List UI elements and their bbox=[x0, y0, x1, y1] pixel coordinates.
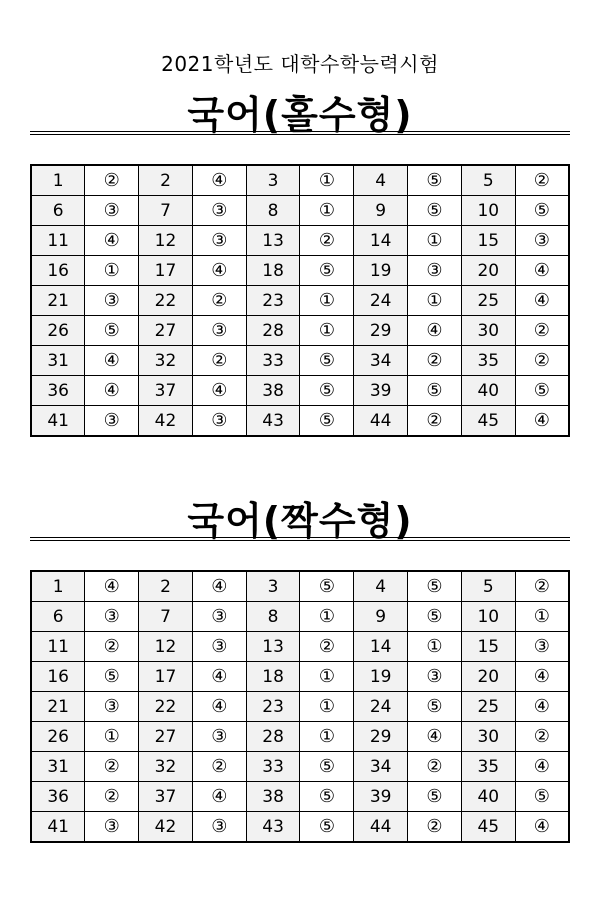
question-number: 22 bbox=[139, 286, 193, 316]
table-row bbox=[31, 196, 569, 226]
question-number: 25 bbox=[461, 286, 515, 316]
answer-mark: ⑤ bbox=[408, 571, 462, 602]
question-number: 15 bbox=[461, 226, 515, 256]
question-number: 31 bbox=[31, 346, 85, 376]
answer-mark: ③ bbox=[192, 632, 246, 662]
question-number: 31 bbox=[31, 752, 85, 782]
answer-mark: ③ bbox=[85, 602, 139, 632]
answer-mark: ④ bbox=[515, 812, 569, 843]
question-number: 39 bbox=[354, 376, 408, 406]
answer-mark: ② bbox=[85, 165, 139, 196]
answer-mark: ③ bbox=[192, 196, 246, 226]
question-number: 16 bbox=[31, 256, 85, 286]
question-number: 2 bbox=[139, 571, 193, 602]
question-number: 8 bbox=[246, 196, 300, 226]
question-number: 14 bbox=[354, 632, 408, 662]
table-row bbox=[31, 376, 569, 406]
answer-mark: ⑤ bbox=[85, 662, 139, 692]
answer-mark: ④ bbox=[85, 571, 139, 602]
question-number: 10 bbox=[461, 602, 515, 632]
answer-mark: ① bbox=[300, 692, 354, 722]
answer-mark: ① bbox=[300, 316, 354, 346]
question-number: 6 bbox=[31, 196, 85, 226]
exam-header: 2021학년도 대학수학능력시험 bbox=[161, 52, 439, 76]
answer-mark: ③ bbox=[85, 286, 139, 316]
question-number: 25 bbox=[461, 692, 515, 722]
table-row bbox=[31, 602, 569, 632]
question-number: 1 bbox=[31, 165, 85, 196]
question-number: 16 bbox=[31, 662, 85, 692]
table-row bbox=[31, 316, 569, 346]
answer-mark: ③ bbox=[85, 196, 139, 226]
answer-mark: ④ bbox=[408, 316, 462, 346]
question-number: 23 bbox=[246, 692, 300, 722]
answer-mark: ① bbox=[515, 602, 569, 632]
question-number: 21 bbox=[31, 692, 85, 722]
answer-mark: ③ bbox=[85, 812, 139, 843]
question-number: 34 bbox=[354, 752, 408, 782]
answer-mark: ② bbox=[515, 316, 569, 346]
question-number: 28 bbox=[246, 316, 300, 346]
question-number: 7 bbox=[139, 196, 193, 226]
question-number: 37 bbox=[139, 376, 193, 406]
question-number: 11 bbox=[31, 226, 85, 256]
question-number: 5 bbox=[461, 571, 515, 602]
answer-mark: ① bbox=[300, 196, 354, 226]
answer-mark: ⑤ bbox=[408, 692, 462, 722]
question-number: 2 bbox=[139, 165, 193, 196]
question-number: 3 bbox=[246, 571, 300, 602]
question-number: 45 bbox=[461, 812, 515, 843]
answer-mark: ② bbox=[515, 165, 569, 196]
question-number: 3 bbox=[246, 165, 300, 196]
answer-mark: ① bbox=[300, 165, 354, 196]
answer-mark: ② bbox=[408, 752, 462, 782]
question-number: 19 bbox=[354, 662, 408, 692]
question-number: 32 bbox=[139, 346, 193, 376]
answer-mark: ① bbox=[408, 226, 462, 256]
question-number: 13 bbox=[246, 632, 300, 662]
question-number: 27 bbox=[139, 722, 193, 752]
table-row bbox=[31, 662, 569, 692]
answer-mark: ② bbox=[300, 226, 354, 256]
question-number: 19 bbox=[354, 256, 408, 286]
question-number: 43 bbox=[246, 812, 300, 843]
question-number: 35 bbox=[461, 346, 515, 376]
table-row bbox=[31, 571, 569, 602]
answer-mark: ④ bbox=[515, 286, 569, 316]
answer-mark: ④ bbox=[192, 692, 246, 722]
question-number: 20 bbox=[461, 256, 515, 286]
answer-mark: ② bbox=[300, 632, 354, 662]
question-number: 42 bbox=[139, 812, 193, 843]
answer-mark: ⑤ bbox=[300, 812, 354, 843]
table-row bbox=[31, 346, 569, 376]
answer-mark: ④ bbox=[192, 782, 246, 812]
question-number: 44 bbox=[354, 812, 408, 843]
answer-mark: ⑤ bbox=[300, 571, 354, 602]
question-number: 24 bbox=[354, 692, 408, 722]
answer-mark: ④ bbox=[408, 722, 462, 752]
answer-mark: ③ bbox=[515, 632, 569, 662]
question-number: 43 bbox=[246, 406, 300, 437]
question-number: 17 bbox=[139, 256, 193, 286]
answer-mark: ④ bbox=[515, 752, 569, 782]
answer-mark: ⑤ bbox=[300, 406, 354, 437]
question-number: 8 bbox=[246, 602, 300, 632]
answer-mark: ① bbox=[408, 632, 462, 662]
answer-mark: ⑤ bbox=[300, 376, 354, 406]
question-number: 41 bbox=[31, 812, 85, 843]
answer-mark: ③ bbox=[192, 226, 246, 256]
answer-mark: ⑤ bbox=[408, 165, 462, 196]
answer-mark: ② bbox=[85, 782, 139, 812]
answer-mark: ① bbox=[300, 286, 354, 316]
answer-mark: ③ bbox=[192, 602, 246, 632]
title-divider-odd bbox=[30, 131, 570, 135]
question-number: 41 bbox=[31, 406, 85, 437]
table-row bbox=[31, 286, 569, 316]
question-number: 28 bbox=[246, 722, 300, 752]
question-number: 13 bbox=[246, 226, 300, 256]
answer-mark: ④ bbox=[192, 165, 246, 196]
title-divider-even bbox=[30, 537, 570, 541]
question-number: 23 bbox=[246, 286, 300, 316]
question-number: 4 bbox=[354, 165, 408, 196]
answer-mark: ⑤ bbox=[300, 256, 354, 286]
question-number: 29 bbox=[354, 316, 408, 346]
answer-mark: ④ bbox=[192, 571, 246, 602]
question-number: 24 bbox=[354, 286, 408, 316]
answer-mark: ④ bbox=[85, 376, 139, 406]
answer-mark: ④ bbox=[85, 226, 139, 256]
answer-mark: ② bbox=[515, 722, 569, 752]
answer-mark: ③ bbox=[192, 812, 246, 843]
answer-mark: ① bbox=[300, 722, 354, 752]
answer-mark: ④ bbox=[515, 692, 569, 722]
answer-table-even bbox=[30, 570, 570, 843]
table-row bbox=[31, 722, 569, 752]
answer-table-odd bbox=[30, 164, 570, 437]
answer-mark: ④ bbox=[192, 662, 246, 692]
answer-mark: ⑤ bbox=[515, 376, 569, 406]
answer-mark: ② bbox=[408, 406, 462, 437]
answer-mark: ④ bbox=[192, 376, 246, 406]
answer-mark: ⑤ bbox=[408, 602, 462, 632]
answer-mark: ① bbox=[300, 602, 354, 632]
answer-mark: ④ bbox=[192, 256, 246, 286]
question-number: 6 bbox=[31, 602, 85, 632]
answer-mark: ③ bbox=[192, 316, 246, 346]
question-number: 7 bbox=[139, 602, 193, 632]
question-number: 17 bbox=[139, 662, 193, 692]
section-title-odd: 국어(홀수형) bbox=[187, 93, 413, 137]
question-number: 20 bbox=[461, 662, 515, 692]
question-number: 26 bbox=[31, 722, 85, 752]
question-number: 36 bbox=[31, 782, 85, 812]
question-number: 27 bbox=[139, 316, 193, 346]
question-number: 36 bbox=[31, 376, 85, 406]
table-row bbox=[31, 692, 569, 722]
answer-mark: ③ bbox=[408, 256, 462, 286]
answer-mark: ③ bbox=[192, 722, 246, 752]
answer-mark: ② bbox=[515, 571, 569, 602]
question-number: 29 bbox=[354, 722, 408, 752]
question-number: 45 bbox=[461, 406, 515, 437]
answer-mark: ① bbox=[408, 286, 462, 316]
answer-mark: ⑤ bbox=[300, 346, 354, 376]
question-number: 10 bbox=[461, 196, 515, 226]
question-number: 26 bbox=[31, 316, 85, 346]
question-number: 9 bbox=[354, 196, 408, 226]
question-number: 11 bbox=[31, 632, 85, 662]
answer-mark: ② bbox=[408, 812, 462, 843]
question-number: 4 bbox=[354, 571, 408, 602]
answer-mark: ③ bbox=[515, 226, 569, 256]
answer-mark: ④ bbox=[515, 662, 569, 692]
question-number: 33 bbox=[246, 346, 300, 376]
question-number: 40 bbox=[461, 782, 515, 812]
answer-mark: ② bbox=[515, 346, 569, 376]
answer-mark: ③ bbox=[192, 406, 246, 437]
question-number: 38 bbox=[246, 782, 300, 812]
answer-mark: ② bbox=[192, 752, 246, 782]
table-row bbox=[31, 256, 569, 286]
question-number: 15 bbox=[461, 632, 515, 662]
question-number: 34 bbox=[354, 346, 408, 376]
answer-mark: ⑤ bbox=[85, 316, 139, 346]
table-row bbox=[31, 632, 569, 662]
answer-mark: ⑤ bbox=[515, 196, 569, 226]
question-number: 40 bbox=[461, 376, 515, 406]
answer-mark: ⑤ bbox=[300, 752, 354, 782]
answer-mark: ② bbox=[192, 346, 246, 376]
answer-mark: ① bbox=[85, 722, 139, 752]
question-number: 12 bbox=[139, 632, 193, 662]
answer-mark: ② bbox=[85, 752, 139, 782]
question-number: 37 bbox=[139, 782, 193, 812]
answer-mark: ⑤ bbox=[300, 782, 354, 812]
answer-mark: ② bbox=[408, 346, 462, 376]
question-number: 18 bbox=[246, 256, 300, 286]
question-number: 39 bbox=[354, 782, 408, 812]
answer-mark: ③ bbox=[408, 662, 462, 692]
question-number: 35 bbox=[461, 752, 515, 782]
table-row bbox=[31, 752, 569, 782]
answer-mark: ② bbox=[85, 632, 139, 662]
answer-mark: ⑤ bbox=[408, 196, 462, 226]
answer-mark: ③ bbox=[85, 406, 139, 437]
question-number: 5 bbox=[461, 165, 515, 196]
question-number: 22 bbox=[139, 692, 193, 722]
table-row bbox=[31, 782, 569, 812]
answer-mark: ④ bbox=[515, 406, 569, 437]
question-number: 30 bbox=[461, 316, 515, 346]
section-title-even: 국어(짝수형) bbox=[187, 499, 413, 543]
question-number: 1 bbox=[31, 571, 85, 602]
question-number: 42 bbox=[139, 406, 193, 437]
table-row bbox=[31, 812, 569, 843]
question-number: 44 bbox=[354, 406, 408, 437]
question-number: 12 bbox=[139, 226, 193, 256]
question-number: 33 bbox=[246, 752, 300, 782]
answer-mark: ④ bbox=[85, 346, 139, 376]
answer-mark: ④ bbox=[515, 256, 569, 286]
answer-mark: ③ bbox=[85, 692, 139, 722]
answer-mark: ② bbox=[192, 286, 246, 316]
question-number: 32 bbox=[139, 752, 193, 782]
question-number: 18 bbox=[246, 662, 300, 692]
answer-mark: ⑤ bbox=[408, 376, 462, 406]
answer-mark: ① bbox=[300, 662, 354, 692]
table-row bbox=[31, 226, 569, 256]
question-number: 14 bbox=[354, 226, 408, 256]
answer-mark: ① bbox=[85, 256, 139, 286]
question-number: 30 bbox=[461, 722, 515, 752]
question-number: 9 bbox=[354, 602, 408, 632]
answer-mark: ⑤ bbox=[408, 782, 462, 812]
question-number: 21 bbox=[31, 286, 85, 316]
table-row bbox=[31, 165, 569, 196]
table-row bbox=[31, 406, 569, 437]
answer-mark: ⑤ bbox=[515, 782, 569, 812]
question-number: 38 bbox=[246, 376, 300, 406]
